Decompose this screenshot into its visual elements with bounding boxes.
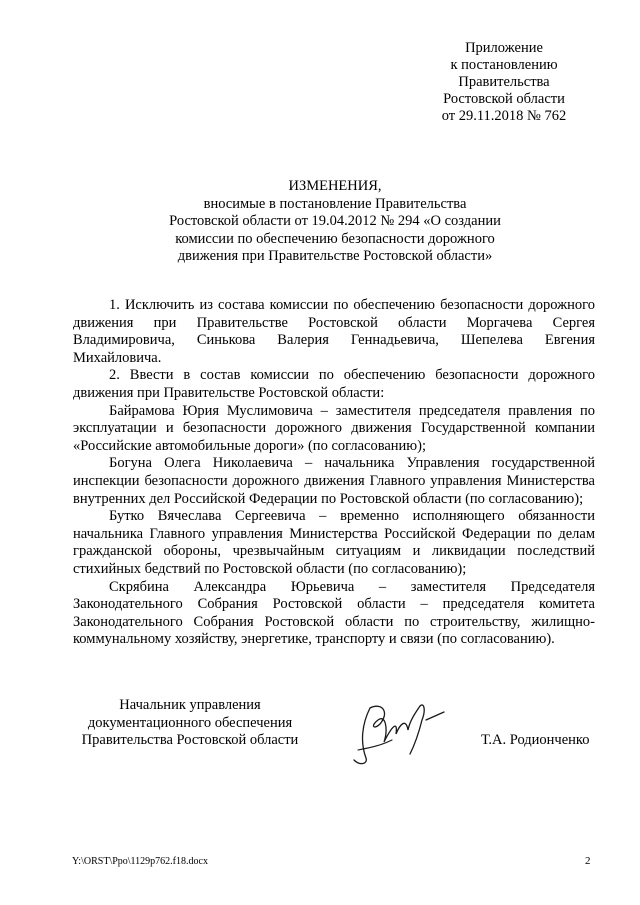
signatory-title-line: документационного обеспечения: [87, 714, 293, 731]
footer-file-path: Y:\ORST\Ppo\1129p762.f18.docx: [72, 856, 208, 867]
signatory-title-line: Правительства Ростовской области: [81, 732, 299, 748]
signatory-title: [60, 697, 320, 750]
paragraph-member-bayramov: Байрамова Юрия Муслимовича – заместителя председателя правления по эксплуатации и безопасности дорожного движения Государственной компании «Российские автомобильные дороги» (по согласованию);: [73, 402, 595, 454]
paragraph-item-1: 1. Исключить из состава комиссии по обеспечению безопасности дорожного движения при Правительстве Ростовской области Моргачева Сергея Владимировича, Синькова Валерия Геннадьевича, Шепелева Евгения Михайловича.: [73, 297, 595, 366]
heading-line: движения при Правительстве Ростовской области»: [177, 248, 493, 264]
appendix-line: к постановлению: [450, 57, 558, 73]
document-title: ИЗМЕНЕНИЯ,: [288, 178, 382, 194]
appendix-line: Правительства: [458, 74, 550, 90]
document-heading: [150, 178, 520, 266]
paragraph-item-2: 2. Ввести в состав комиссии по обеспечению безопасности дорожного движения при Правительстве Ростовской области:: [73, 367, 595, 401]
heading-line: Ростовской области от 19.04.2012 № 294 «О создании: [169, 213, 501, 229]
appendix-line: от 29.11.2018 № 762: [441, 108, 567, 124]
paragraph-member-bogun: Богуна Олега Николаевича – начальника Управления государственной инспекции безопасности дорожного движения Главного управления Министерства внутренних дел Российской Федерации по Ростовской области (по согласованию);: [73, 455, 595, 507]
appendix-line: Ростовской области: [443, 91, 565, 107]
signatory-name: Т.А. Родионченко: [481, 732, 590, 748]
signatory-title-line: Начальник управления: [119, 697, 261, 713]
document-body: [73, 297, 595, 649]
appendix-block: [420, 40, 588, 125]
heading-line: комиссии по обеспечению безопасности дорожного: [175, 230, 495, 247]
paragraph-member-skryabin: Скрябина Александра Юрьевича – заместителя Председателя Законодательного Собрания Ростовской области – председателя комитета Законодательного Собрания Ростовской области по строительству, жилищно-коммунальному хозяйству, энергетике, транспорту и связи (по согласованию).: [73, 578, 595, 648]
heading-line: вносимые в постановление Правительства: [203, 195, 467, 212]
appendix-line: Приложение: [465, 40, 543, 56]
paragraph-member-butko: Бутко Вячеслава Сергеевича – временно исполняющего обязанности начальника Главного управления Министерства Российской Федерации по делам гражданской обороны, чрезвычайным ситуациям и ликвидации последствий стихийных бедствий по Ростовской области (по согласованию);: [73, 508, 595, 577]
page-number: 2: [585, 855, 591, 867]
handwritten-signature: [340, 690, 455, 770]
